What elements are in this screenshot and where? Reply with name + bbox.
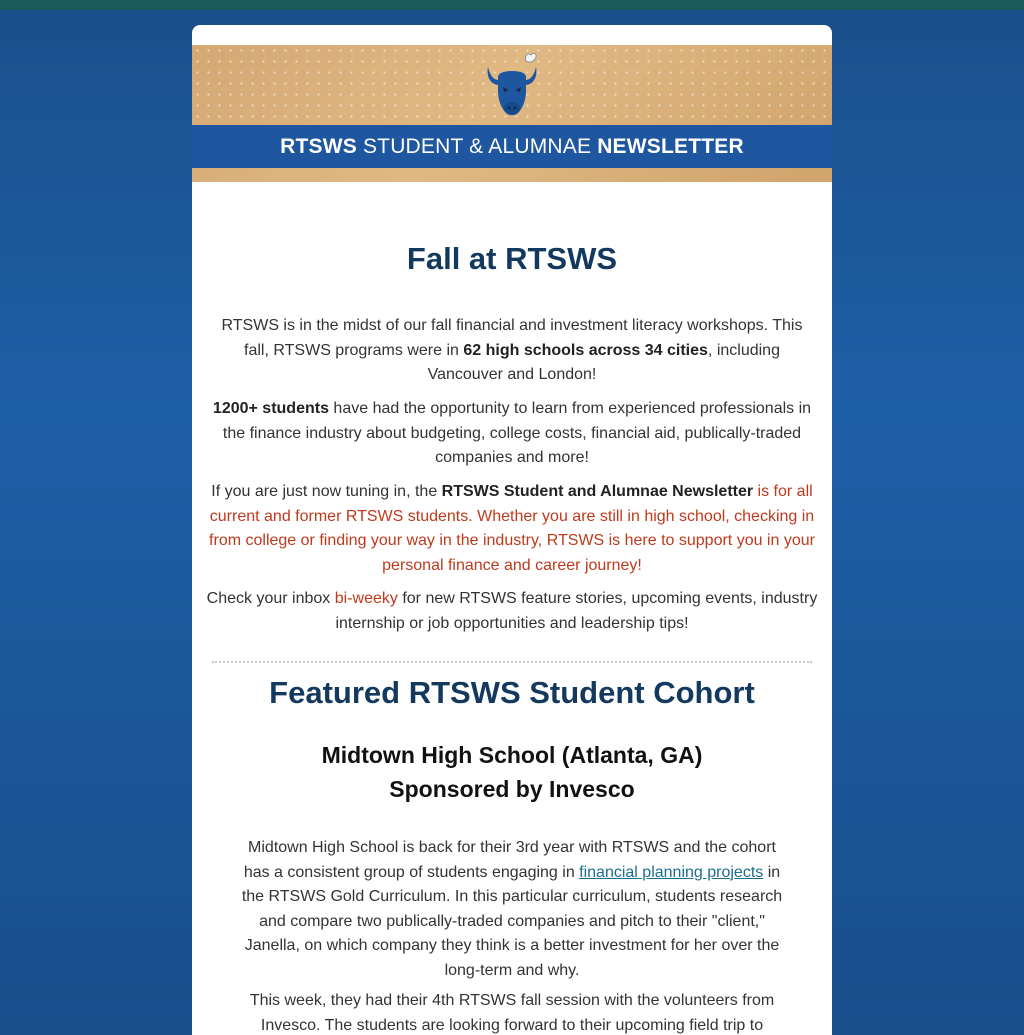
- bull-head-icon: [482, 47, 542, 123]
- financial-planning-link[interactable]: financial planning projects: [579, 863, 764, 881]
- banner-middle: STUDENT & ALUMNAE: [362, 134, 592, 158]
- bold-stat: 62 high schools across 34 cities: [463, 341, 708, 359]
- banner-brand: RTSWS: [280, 134, 357, 158]
- text: , including Vancouver and London!: [427, 341, 780, 383]
- newsletter-name: RTSWS Student and Alumnae Newsletter: [441, 483, 754, 500]
- banner-last: NEWSLETTER: [597, 134, 744, 158]
- text: Midtown High School is back for their 3rd year with RTSWS and the cohort has a consistent group of students engaging in: [243, 839, 776, 881]
- fall-paragraph-3: [208, 480, 816, 578]
- bold-stat: 1200+ students: [212, 400, 329, 417]
- top-bar: [0, 0, 1024, 10]
- sponsor-heading: Sponsored by Invesco: [389, 776, 635, 802]
- highlight-text: is for all current and former RTSWS students. Whether you are still in high school, checking in from college or finding your way in the industry, RTSWS is here to support you in your personal finance and career journey!: [209, 483, 815, 574]
- school-heading: Midtown High School (Atlanta, GA): [321, 742, 703, 768]
- text: have had the opportunity to learn from experienced professionals in the finance industry about budgeting, college costs, financial aid, publically-traded companies and more!: [222, 400, 812, 466]
- highlight-text: bi-weeky: [334, 590, 398, 607]
- fall-paragraph-4: [204, 587, 820, 636]
- newsletter-card: [192, 25, 832, 1035]
- text: If you are just now tuning in, the: [211, 483, 442, 500]
- featured-paragraph-2: This week, they had their 4th RTSWS fall session with the volunteers from Invesco. The students are looking forward to their upcoming field trip to: [249, 992, 775, 1034]
- fall-heading: Fall at RTSWS: [406, 241, 618, 276]
- banner-title: [192, 125, 832, 168]
- newsletter-banner: [192, 45, 832, 182]
- text: Check your inbox: [206, 590, 335, 607]
- featured-paragraph-1: [240, 836, 784, 983]
- fall-paragraph-1: [214, 314, 810, 388]
- text: in the RTSWS Gold Curriculum. In this particular curriculum, students research and compare two publically-traded companies and pitch to their "client," Janella, on which company they think is a better investment for her over the long-term and why.: [241, 863, 783, 979]
- text: for new RTSWS feature stories, upcoming events, industry internship or job opportunities and leadership tips!: [335, 590, 818, 632]
- text: RTSWS is in the midst of our fall financial and investment literacy workshops. This fall, RTSWS programs were in: [221, 317, 803, 359]
- featured-heading: Featured RTSWS Student Cohort: [269, 675, 755, 710]
- section-divider: [212, 661, 812, 663]
- fall-paragraph-2: [208, 397, 816, 471]
